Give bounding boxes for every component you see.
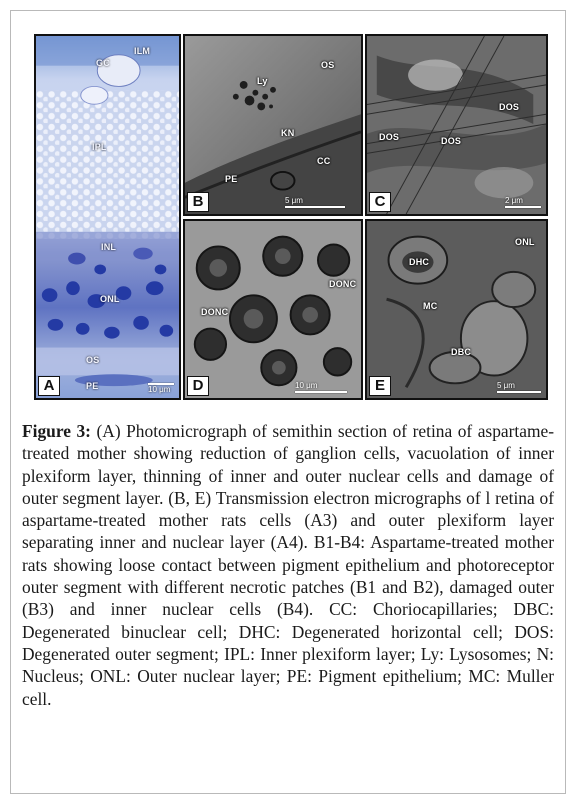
panel-a-micrograph xyxy=(36,36,179,398)
label-b-cc: CC xyxy=(317,156,331,166)
label-a-ipl: IPL xyxy=(92,142,107,152)
label-c-dos-2: DOS xyxy=(379,132,400,142)
scale-bar-b-text: 5 μm xyxy=(285,196,303,205)
label-d-donc-2: DONC xyxy=(201,307,229,317)
label-b-pe: PE xyxy=(225,174,238,184)
panel-letter-a: A xyxy=(38,376,60,396)
label-e-dhc: DHC xyxy=(409,257,430,267)
caption-text: (A) Photomicrograph of semithin section of retina of aspartame-treated mother showing reduction of ganglion cells, vacuolation of inner plexiform layer, thinning of inner and outer nuclear cells and damage of outer segment layer. (B, E) Transmission electron micrographs of l retina of aspartame-treated mother rats cells (A3) and outer plexiform layer separating inner and nuclear layer (A4). B1-B4: Aspartame-treated mother rats showing loose contact between pigment epithelium and photoreceptor outer segment with different necrotic patches (B1 and B2), damaged outer (B3) and inner nuclear cells (B4). CC: Choriocapillaries; DBC: Degenerated binuclear cell; DHC: Degenerated horizontal cell; DOS: Degenerated outer segment; IPL: Inner plexiform layer; Ly: Lysosomes; N: Nucleus; ONL: Outer nuclear layer; PE: Pigment epithelium; MC: Muller cell. xyxy=(22,421,554,709)
panel-b xyxy=(183,34,363,216)
label-a-inl: INL xyxy=(101,242,117,252)
scale-bar-e xyxy=(497,381,541,393)
label-a-os: OS xyxy=(86,355,100,365)
panel-letter-e: E xyxy=(369,376,391,396)
label-a-ilm: ILM xyxy=(134,46,151,56)
panel-e xyxy=(365,219,548,400)
label-e-onl: ONL xyxy=(515,237,535,247)
label-b-kn: KN xyxy=(281,128,295,138)
scale-bar-d-text: 10 μm xyxy=(295,381,318,390)
scale-bar-e-line xyxy=(497,391,541,393)
label-d-donc-1: DONC xyxy=(329,279,357,289)
scale-bar-c-text: 2 μm xyxy=(505,196,523,205)
panel-c xyxy=(365,34,548,216)
figure-caption xyxy=(22,420,554,710)
label-c-dos-1: DOS xyxy=(499,102,520,112)
panel-e-micrograph xyxy=(367,221,546,398)
scale-bar-d xyxy=(295,381,347,393)
panel-letter-d: D xyxy=(187,376,209,396)
label-b-os: OS xyxy=(321,60,335,70)
label-a-gc: GC xyxy=(96,58,110,68)
panel-a xyxy=(34,34,181,400)
panel-letter-c: C xyxy=(369,192,391,212)
label-a-onl: ONL xyxy=(100,294,120,304)
scale-bar-b-line xyxy=(285,206,345,208)
scale-bar-a xyxy=(148,382,174,394)
label-e-mc: MC xyxy=(423,301,438,311)
scale-bar-d-line xyxy=(295,391,347,393)
panel-c-micrograph xyxy=(367,36,546,214)
label-e-dbc: DBC xyxy=(451,347,472,357)
panel-letter-b: B xyxy=(187,192,209,212)
scale-bar-e-text: 5 μm xyxy=(497,381,515,390)
scale-bar-a-text: 10 μm xyxy=(148,385,171,394)
scale-bar-b xyxy=(285,196,345,208)
panel-b-micrograph xyxy=(185,36,361,214)
label-b-ly: Ly xyxy=(257,76,268,86)
label-c-dos-3: DOS xyxy=(441,136,462,146)
panel-d xyxy=(183,219,363,400)
figure-label: Figure 3: xyxy=(22,421,91,441)
scale-bar-c-line xyxy=(505,206,541,208)
label-a-pe: PE xyxy=(86,381,99,391)
scale-bar-c xyxy=(505,196,541,208)
